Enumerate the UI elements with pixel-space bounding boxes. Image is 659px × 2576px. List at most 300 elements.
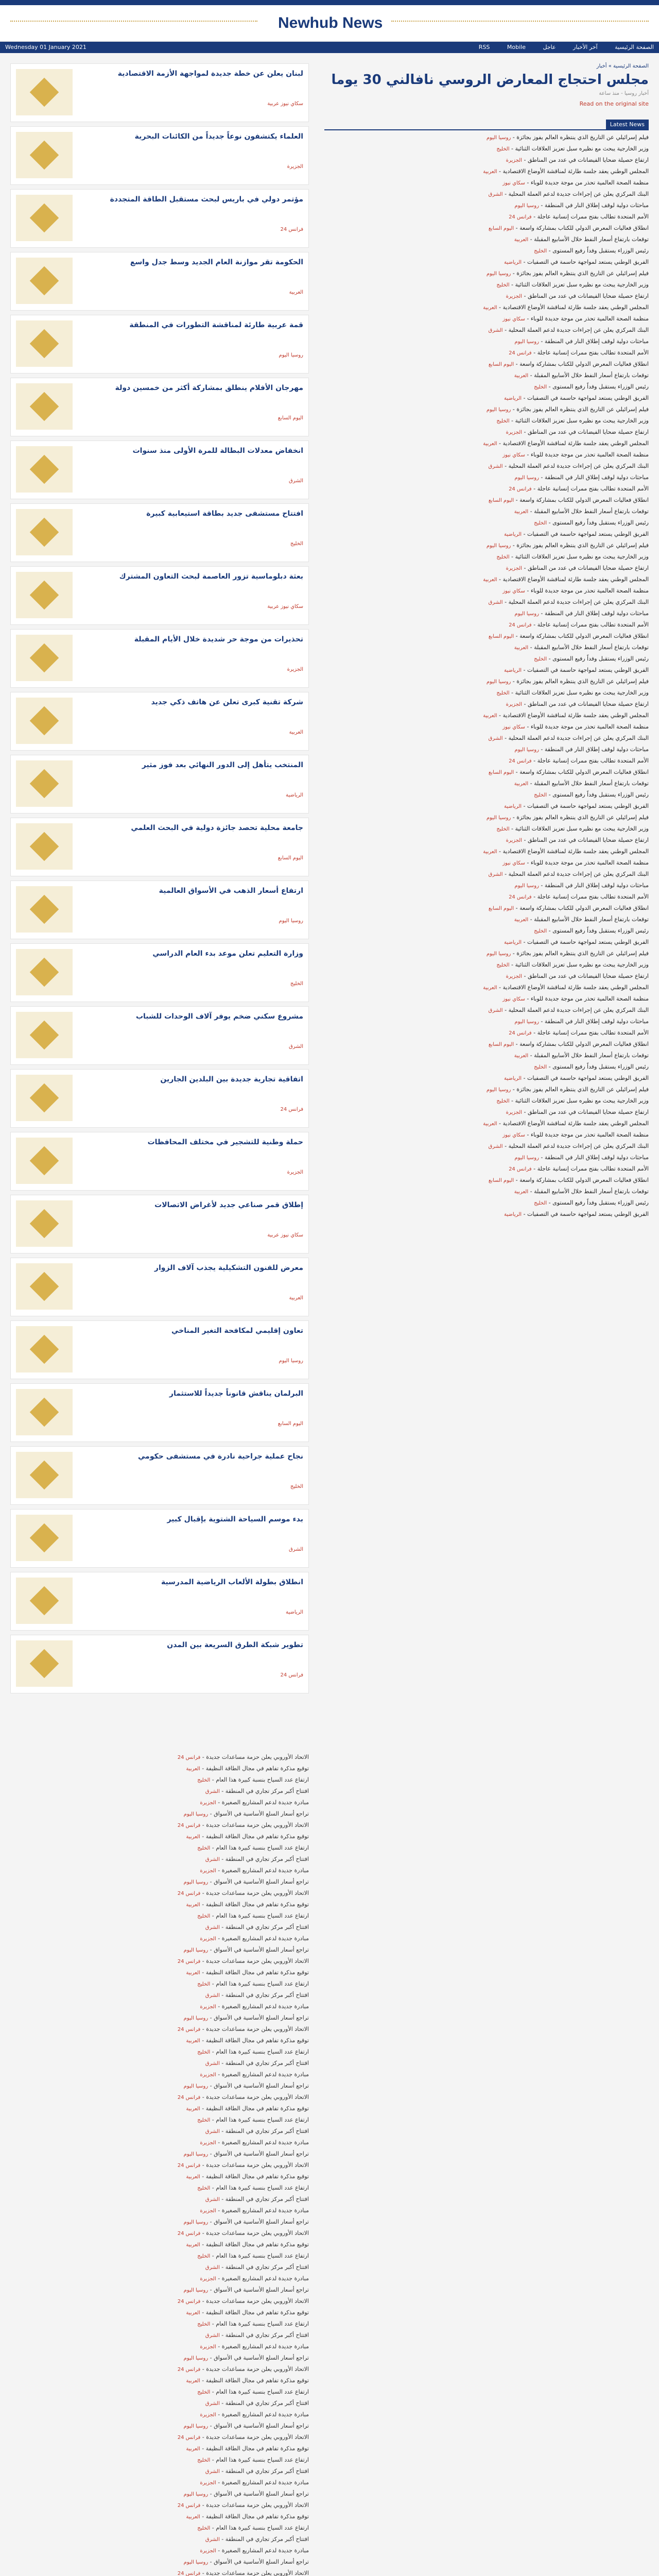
list-item[interactable]: الاتحاد الأوروبي يعلن حزمة مساعدات جديدة - فرانس 24 [177, 2026, 309, 2032]
list-item[interactable]: الفريق الوطني يستعد لمواجهة حاسمة في التصفيات - الرياضية [504, 1075, 649, 1081]
list-item-text[interactable]: توقعات بارتفاع أسعار النفط خلال الأسابيع المقبلة [534, 1052, 649, 1059]
list-item-text[interactable]: ارتفاع عدد السياح بنسبة كبيرة هذا العام [216, 2184, 309, 2191]
news-card[interactable] [10, 755, 309, 814]
card-thumbnail[interactable] [16, 195, 73, 241]
list-item-text[interactable]: تراجع أسعار السلع الأساسية في الأسواق [214, 2490, 309, 2497]
list-item-text[interactable]: توقيع مذكرة تفاهم في مجال الطاقة النظيفة [205, 2037, 309, 2044]
card-thumbnail[interactable] [16, 572, 73, 618]
list-item[interactable]: فيلم إسرائيلي عن التاريخ الذي ينتظره العالم يفوز بجائزة - روسيا اليوم [486, 134, 649, 141]
list-item-text[interactable]: افتتاح أكبر مركز تجاري في المنطقة [225, 2332, 309, 2338]
list-item[interactable]: الاتحاد الأوروبي يعلن حزمة مساعدات جديدة - فرانس 24 [177, 1890, 309, 1896]
list-item[interactable]: رئيس الوزراء يستقبل وفداً رفيع المستوى - الخليج [534, 1199, 649, 1206]
list-item-text[interactable]: الأمم المتحدة تطالب بفتح ممرات إنسانية عاجلة [537, 349, 649, 356]
list-item[interactable]: الاتحاد الأوروبي يعلن حزمة مساعدات جديدة - فرانس 24 [177, 2434, 309, 2441]
card-title[interactable]: ارتفاع أسعار الذهب في الأسواق العالمية [159, 887, 303, 895]
list-item[interactable]: منظمة الصحة العالمية تحذر من موجة جديدة للوباء - سكاي نيوز [502, 723, 649, 730]
list-item[interactable]: افتتاح أكبر مركز تجاري في المنطقة - الشرق [205, 1924, 309, 1930]
list-item-text[interactable]: الأمم المتحدة تطالب بفتح ممرات إنسانية عاجلة [537, 893, 649, 900]
list-item-text[interactable]: انطلاق فعاليات المعرض الدولي للكتاب بمشاركة واسعة [519, 1177, 649, 1183]
list-item-text[interactable]: منظمة الصحة العالمية تحذر من موجة جديدة للوباء [530, 451, 649, 458]
list-item[interactable]: افتتاح أكبر مركز تجاري في المنطقة - الشرق [205, 2060, 309, 2066]
list-item-text[interactable]: البنك المركزي يعلن عن إجراءات جديدة لدعم العملة المحلية [508, 463, 649, 469]
list-item-text[interactable]: الاتحاد الأوروبي يعلن حزمة مساعدات جديدة [206, 1890, 309, 1896]
list-item-text[interactable]: ارتفاع عدد السياح بنسبة كبيرة هذا العام [216, 1912, 309, 1919]
list-item[interactable]: توقعات بارتفاع أسعار النفط خلال الأسابيع المقبلة - العربية [514, 236, 649, 243]
list-item-text[interactable]: توقعات بارتفاع أسعار النفط خلال الأسابيع المقبلة [534, 236, 649, 243]
list-item-text[interactable]: وزير الخارجية يبحث مع نظيره سبل تعزيز العلاقات الثنائية [515, 553, 649, 560]
breadcrumb[interactable]: الصفحة الرئيسية » أخبار [596, 63, 649, 69]
list-item-text[interactable]: ارتفاع حصيلة ضحايا الفيضانات في عدد من المناطق [527, 293, 649, 299]
site-logo[interactable]: Newhub News [278, 14, 383, 31]
list-item-text[interactable]: توقيع مذكرة تفاهم في مجال الطاقة النظيفة [205, 2513, 309, 2520]
list-item[interactable]: مبادرة جديدة لدعم المشاريع الصغيرة - الجزيرة [200, 1935, 309, 1942]
list-item-text[interactable]: وزير الخارجية يبحث مع نظيره سبل تعزيز العلاقات الثنائية [515, 145, 649, 152]
list-item-text[interactable]: توقعات بارتفاع أسعار النفط خلال الأسابيع المقبلة [534, 780, 649, 787]
list-item[interactable]: وزير الخارجية يبحث مع نظيره سبل تعزيز العلاقات الثنائية - الخليج [496, 825, 649, 832]
list-item[interactable]: توقيع مذكرة تفاهم في مجال الطاقة النظيفة - العربية [186, 1901, 309, 1908]
list-item-text[interactable]: تراجع أسعار السلع الأساسية في الأسواق [214, 2354, 309, 2361]
card-thumbnail[interactable] [16, 635, 73, 681]
list-item[interactable]: تراجع أسعار السلع الأساسية في الأسواق - روسيا اليوم [183, 1878, 309, 1885]
list-item[interactable]: المجلس الوطني يعقد جلسة طارئة لمناقشة الأوضاع الاقتصادية - العربية [483, 168, 649, 175]
list-item-text[interactable]: الاتحاد الأوروبي يعلن حزمة مساعدات جديدة [206, 1754, 309, 1760]
list-item[interactable]: الأمم المتحدة تطالب بفتح ممرات إنسانية عاجلة - فرانس 24 [509, 213, 649, 220]
list-item[interactable]: انطلاق فعاليات المعرض الدولي للكتاب بمشاركة واسعة - اليوم السابع [488, 1041, 649, 1047]
list-item-text[interactable]: افتتاح أكبر مركز تجاري في المنطقة [225, 2128, 309, 2134]
list-item-text[interactable]: البنك المركزي يعلن عن إجراءات جديدة لدعم العملة المحلية [508, 871, 649, 877]
list-item-text[interactable]: فيلم إسرائيلي عن التاريخ الذي ينتظره العالم يفوز بجائزة [516, 270, 649, 277]
list-item-text[interactable]: تراجع أسعار السلع الأساسية في الأسواق [214, 2286, 309, 2293]
nav-link-breaking[interactable]: عاجل [543, 44, 556, 50]
list-item[interactable]: تراجع أسعار السلع الأساسية في الأسواق - روسيا اليوم [183, 2558, 309, 2565]
list-item-text[interactable]: مباحثات دولية لوقف إطلاق النار في المنطقة [544, 746, 649, 753]
list-item-text[interactable]: مباحثات دولية لوقف إطلاق النار في المنطقة [544, 1154, 649, 1161]
news-card[interactable] [10, 440, 309, 499]
list-item[interactable]: الاتحاد الأوروبي يعلن حزمة مساعدات جديدة - فرانس 24 [177, 2162, 309, 2168]
news-card[interactable] [10, 63, 309, 122]
list-item-text[interactable]: البنك المركزي يعلن عن إجراءات جديدة لدعم العملة المحلية [508, 1007, 649, 1013]
list-item-text[interactable]: ارتفاع حصيلة ضحايا الفيضانات في عدد من المناطق [527, 701, 649, 707]
card-title[interactable]: تطوير شبكة الطرق السريعة بين المدن [167, 1641, 303, 1649]
card-thumbnail[interactable] [16, 132, 73, 178]
list-item-text[interactable]: منظمة الصحة العالمية تحذر من موجة جديدة للوباء [530, 179, 649, 186]
list-item-text[interactable]: الاتحاد الأوروبي يعلن حزمة مساعدات جديدة [206, 2162, 309, 2168]
list-item-text[interactable]: الاتحاد الأوروبي يعلن حزمة مساعدات جديدة [206, 2366, 309, 2372]
news-card[interactable] [10, 1320, 309, 1379]
list-item[interactable]: مبادرة جديدة لدعم المشاريع الصغيرة - الجزيرة [200, 2003, 309, 2010]
list-item-text[interactable]: تراجع أسعار السلع الأساسية في الأسواق [214, 1810, 309, 1817]
list-item-text[interactable]: توقعات بارتفاع أسعار النفط خلال الأسابيع المقبلة [534, 916, 649, 923]
list-item[interactable]: ارتفاع عدد السياح بنسبة كبيرة هذا العام - الخليج [197, 2456, 309, 2463]
list-item[interactable]: توقيع مذكرة تفاهم في مجال الطاقة النظيفة - العربية [186, 2105, 309, 2112]
list-item[interactable]: ارتفاع عدد السياح بنسبة كبيرة هذا العام - الخليج [197, 1844, 309, 1851]
list-item[interactable]: انطلاق فعاليات المعرض الدولي للكتاب بمشاركة واسعة - اليوم السابع [488, 361, 649, 367]
list-item-text[interactable]: المجلس الوطني يعقد جلسة طارئة لمناقشة الأوضاع الاقتصادية [502, 304, 649, 311]
list-item[interactable]: افتتاح أكبر مركز تجاري في المنطقة - الشرق [205, 1788, 309, 1794]
card-thumbnail[interactable] [16, 698, 73, 744]
list-item-text[interactable]: منظمة الصحة العالمية تحذر من موجة جديدة للوباء [530, 995, 649, 1002]
list-item[interactable]: توقعات بارتفاع أسعار النفط خلال الأسابيع المقبلة - العربية [514, 916, 649, 923]
list-item-text[interactable]: المجلس الوطني يعقد جلسة طارئة لمناقشة الأوضاع الاقتصادية [502, 1120, 649, 1127]
list-item[interactable]: الاتحاد الأوروبي يعلن حزمة مساعدات جديدة - فرانس 24 [177, 2502, 309, 2509]
list-item-text[interactable]: تراجع أسعار السلع الأساسية في الأسواق [214, 2150, 309, 2157]
list-item[interactable]: المجلس الوطني يعقد جلسة طارئة لمناقشة الأوضاع الاقتصادية - العربية [483, 712, 649, 719]
list-item[interactable]: انطلاق فعاليات المعرض الدولي للكتاب بمشاركة واسعة - اليوم السابع [488, 225, 649, 231]
list-item[interactable]: الاتحاد الأوروبي يعلن حزمة مساعدات جديدة - فرانس 24 [177, 1754, 309, 1760]
card-title[interactable]: مهرجان الأفلام ينطلق بمشاركة أكثر من خمسين دولة [115, 384, 303, 392]
list-item[interactable]: رئيس الوزراء يستقبل وفداً رفيع المستوى - الخليج [534, 1063, 649, 1070]
list-item-text[interactable]: رئيس الوزراء يستقبل وفداً رفيع المستوى [552, 383, 649, 390]
list-item-text[interactable]: مبادرة جديدة لدعم المشاريع الصغيرة [221, 2003, 309, 2010]
list-item-text[interactable]: فيلم إسرائيلي عن التاريخ الذي ينتظره العالم يفوز بجائزة [516, 678, 649, 685]
list-item[interactable]: مبادرة جديدة لدعم المشاريع الصغيرة - الجزيرة [200, 2139, 309, 2146]
list-item-text[interactable]: ارتفاع عدد السياح بنسبة كبيرة هذا العام [216, 2116, 309, 2123]
list-item-text[interactable]: توقيع مذكرة تفاهم في مجال الطاقة النظيفة [205, 1765, 309, 1772]
list-item-text[interactable]: ارتفاع حصيلة ضحايا الفيضانات في عدد من المناطق [527, 429, 649, 435]
list-item[interactable]: الفريق الوطني يستعد لمواجهة حاسمة في التصفيات - الرياضية [504, 259, 649, 265]
list-item[interactable]: وزير الخارجية يبحث مع نظيره سبل تعزيز العلاقات الثنائية - الخليج [496, 417, 649, 424]
list-item-text[interactable]: وزير الخارجية يبحث مع نظيره سبل تعزيز العلاقات الثنائية [515, 961, 649, 968]
list-item-text[interactable]: مبادرة جديدة لدعم المشاريع الصغيرة [221, 1867, 309, 1874]
list-item[interactable]: ارتفاع عدد السياح بنسبة كبيرة هذا العام - الخليج [197, 2320, 309, 2327]
list-item[interactable]: توقعات بارتفاع أسعار النفط خلال الأسابيع المقبلة - العربية [514, 1188, 649, 1195]
list-item-text[interactable]: ارتفاع حصيلة ضحايا الفيضانات في عدد من المناطق [527, 837, 649, 843]
list-item[interactable]: مبادرة جديدة لدعم المشاريع الصغيرة - الجزيرة [200, 1799, 309, 1806]
news-card[interactable] [10, 1132, 309, 1191]
list-item-text[interactable]: توقيع مذكرة تفاهم في مجال الطاقة النظيفة [205, 2445, 309, 2452]
list-item-text[interactable]: مبادرة جديدة لدعم المشاريع الصغيرة [221, 2547, 309, 2554]
list-item-text[interactable]: رئيس الوزراء يستقبل وفداً رفيع المستوى [552, 791, 649, 798]
list-item[interactable]: مبادرة جديدة لدعم المشاريع الصغيرة - الجزيرة [200, 2547, 309, 2554]
list-item[interactable]: مبادرة جديدة لدعم المشاريع الصغيرة - الجزيرة [200, 2479, 309, 2486]
news-card[interactable] [10, 315, 309, 374]
list-item[interactable]: الأمم المتحدة تطالب بفتح ممرات إنسانية عاجلة - فرانس 24 [509, 485, 649, 492]
card-title[interactable]: بدء موسم السياحة الشتوية بإقبال كبير [167, 1515, 303, 1523]
list-item[interactable]: انطلاق فعاليات المعرض الدولي للكتاب بمشاركة واسعة - اليوم السابع [488, 1177, 649, 1183]
list-item[interactable]: تراجع أسعار السلع الأساسية في الأسواق - روسيا اليوم [183, 2150, 309, 2157]
list-item-text[interactable]: انطلاق فعاليات المعرض الدولي للكتاب بمشاركة واسعة [519, 225, 649, 231]
list-item-text[interactable]: وزير الخارجية يبحث مع نظيره سبل تعزيز العلاقات الثنائية [515, 1097, 649, 1104]
list-item[interactable]: ارتفاع عدد السياح بنسبة كبيرة هذا العام - الخليج [197, 2048, 309, 2055]
card-title[interactable]: انخفاض معدلات البطالة للمرة الأولى منذ سنوات [132, 447, 303, 455]
card-title[interactable]: انطلاق بطولة الألعاب الرياضية المدرسية [161, 1578, 303, 1586]
nav-link-mobile[interactable]: Mobile [507, 44, 526, 50]
list-item-text[interactable]: الاتحاد الأوروبي يعلن حزمة مساعدات جديدة [206, 2570, 309, 2576]
list-item-text[interactable]: مباحثات دولية لوقف إطلاق النار في المنطقة [544, 882, 649, 889]
list-item-text[interactable]: انطلاق فعاليات المعرض الدولي للكتاب بمشاركة واسعة [519, 769, 649, 775]
card-title[interactable]: المنتخب يتأهل إلى الدور النهائي بعد فوز مثير [142, 761, 303, 769]
list-item-text[interactable]: رئيس الوزراء يستقبل وفداً رفيع المستوى [552, 519, 649, 526]
list-item[interactable]: وزير الخارجية يبحث مع نظيره سبل تعزيز العلاقات الثنائية - الخليج [496, 281, 649, 288]
list-item-text[interactable]: رئيس الوزراء يستقبل وفداً رفيع المستوى [552, 655, 649, 662]
list-item-text[interactable]: مبادرة جديدة لدعم المشاريع الصغيرة [221, 2207, 309, 2214]
news-card[interactable] [10, 1572, 309, 1631]
list-item[interactable]: توقيع مذكرة تفاهم في مجال الطاقة النظيفة - العربية [186, 2309, 309, 2316]
card-title[interactable]: مشروع سكني ضخم يوفر آلاف الوحدات للشباب [135, 1012, 303, 1021]
list-item[interactable]: منظمة الصحة العالمية تحذر من موجة جديدة للوباء - سكاي نيوز [502, 451, 649, 458]
list-item-text[interactable]: انطلاق فعاليات المعرض الدولي للكتاب بمشاركة واسعة [519, 1041, 649, 1047]
news-card[interactable] [10, 1635, 309, 1693]
news-card[interactable] [10, 503, 309, 562]
news-card[interactable] [10, 818, 309, 876]
list-item-text[interactable]: وزير الخارجية يبحث مع نظيره سبل تعزيز العلاقات الثنائية [515, 417, 649, 424]
card-title[interactable]: جامعة محلية تحصد جائزة دولية في البحث العلمي [131, 824, 303, 832]
list-item[interactable]: مباحثات دولية لوقف إطلاق النار في المنطقة - روسيا اليوم [514, 338, 649, 345]
list-item-text[interactable]: تراجع أسعار السلع الأساسية في الأسواق [214, 2558, 309, 2565]
list-item[interactable]: ارتفاع حصيلة ضحايا الفيضانات في عدد من المناطق - الجزيرة [506, 837, 649, 843]
list-item[interactable]: ارتفاع عدد السياح بنسبة كبيرة هذا العام - الخليج [197, 2252, 309, 2259]
list-item[interactable]: الفريق الوطني يستعد لمواجهة حاسمة في التصفيات - الرياضية [504, 1211, 649, 1217]
list-item[interactable]: وزير الخارجية يبحث مع نظيره سبل تعزيز العلاقات الثنائية - الخليج [496, 961, 649, 968]
list-item[interactable]: ارتفاع عدد السياح بنسبة كبيرة هذا العام - الخليج [197, 2388, 309, 2395]
list-item-text[interactable]: ارتفاع حصيلة ضحايا الفيضانات في عدد من المناطق [527, 973, 649, 979]
list-item-text[interactable]: توقيع مذكرة تفاهم في مجال الطاقة النظيفة [205, 2377, 309, 2384]
list-item-text[interactable]: البنك المركزي يعلن عن إجراءات جديدة لدعم العملة المحلية [508, 327, 649, 333]
list-item[interactable]: تراجع أسعار السلع الأساسية في الأسواق - روسيا اليوم [183, 2286, 309, 2293]
list-item[interactable]: افتتاح أكبر مركز تجاري في المنطقة - الشرق [205, 2264, 309, 2270]
list-item-text[interactable]: مباحثات دولية لوقف إطلاق النار في المنطقة [544, 202, 649, 209]
list-item[interactable]: الاتحاد الأوروبي يعلن حزمة مساعدات جديدة - فرانس 24 [177, 1822, 309, 1828]
list-item[interactable]: ارتفاع حصيلة ضحايا الفيضانات في عدد من المناطق - الجزيرة [506, 1109, 649, 1115]
list-item[interactable]: مبادرة جديدة لدعم المشاريع الصغيرة - الجزيرة [200, 2207, 309, 2214]
list-item[interactable]: رئيس الوزراء يستقبل وفداً رفيع المستوى - الخليج [534, 791, 649, 798]
list-item[interactable]: توقعات بارتفاع أسعار النفط خلال الأسابيع المقبلة - العربية [514, 508, 649, 515]
list-item[interactable]: الاتحاد الأوروبي يعلن حزمة مساعدات جديدة - فرانس 24 [177, 2230, 309, 2236]
card-thumbnail[interactable] [16, 509, 73, 555]
read-original-link[interactable]: Read on the original site [579, 100, 649, 107]
list-item-text[interactable]: ارتفاع عدد السياح بنسبة كبيرة هذا العام [216, 2524, 309, 2531]
list-item-text[interactable]: منظمة الصحة العالمية تحذر من موجة جديدة للوباء [530, 1131, 649, 1138]
list-item-text[interactable]: رئيس الوزراء يستقبل وفداً رفيع المستوى [552, 1063, 649, 1070]
list-item[interactable]: مباحثات دولية لوقف إطلاق النار في المنطقة - روسيا اليوم [514, 1154, 649, 1161]
list-item-text[interactable]: الاتحاد الأوروبي يعلن حزمة مساعدات جديدة [206, 2026, 309, 2032]
news-card[interactable] [10, 189, 309, 248]
list-item-text[interactable]: الاتحاد الأوروبي يعلن حزمة مساعدات جديدة [206, 1958, 309, 1964]
card-title[interactable]: وزارة التعليم تعلن موعد بدء العام الدراسي [152, 950, 303, 958]
card-title[interactable]: نجاح عملية جراحية نادرة في مستشفى حكومي [137, 1452, 303, 1461]
list-item-text[interactable]: فيلم إسرائيلي عن التاريخ الذي ينتظره العالم يفوز بجائزة [516, 406, 649, 413]
list-item[interactable]: افتتاح أكبر مركز تجاري في المنطقة - الشرق [205, 2400, 309, 2406]
card-thumbnail[interactable] [16, 383, 73, 430]
card-title[interactable]: معرض للفنون التشكيلية يجذب آلاف الزوار [154, 1264, 303, 1272]
list-item-text[interactable]: الفريق الوطني يستعد لمواجهة حاسمة في التصفيات [527, 803, 649, 809]
list-item[interactable]: ارتفاع حصيلة ضحايا الفيضانات في عدد من المناطق - الجزيرة [506, 701, 649, 707]
news-card[interactable] [10, 943, 309, 1002]
list-item-text[interactable]: الفريق الوطني يستعد لمواجهة حاسمة في التصفيات [527, 395, 649, 401]
news-card[interactable] [10, 1006, 309, 1065]
card-title[interactable]: افتتاح مستشفى جديد بطاقة استيعابية كبيرة [146, 510, 303, 518]
nav-link-rss[interactable]: RSS [478, 44, 490, 50]
news-card[interactable] [10, 1383, 309, 1442]
list-item-text[interactable]: الأمم المتحدة تطالب بفتح ممرات إنسانية عاجلة [537, 213, 649, 220]
list-item-text[interactable]: الأمم المتحدة تطالب بفتح ممرات إنسانية عاجلة [537, 621, 649, 628]
list-item[interactable]: المجلس الوطني يعقد جلسة طارئة لمناقشة الأوضاع الاقتصادية - العربية [483, 304, 649, 311]
list-item[interactable]: افتتاح أكبر مركز تجاري في المنطقة - الشرق [205, 2332, 309, 2338]
list-item-text[interactable]: رئيس الوزراء يستقبل وفداً رفيع المستوى [552, 247, 649, 254]
list-item[interactable]: المجلس الوطني يعقد جلسة طارئة لمناقشة الأوضاع الاقتصادية - العربية [483, 1120, 649, 1127]
list-item-text[interactable]: مبادرة جديدة لدعم المشاريع الصغيرة [221, 1935, 309, 1942]
card-thumbnail[interactable] [16, 446, 73, 493]
list-item-text[interactable]: الفريق الوطني يستعد لمواجهة حاسمة في التصفيات [527, 1075, 649, 1081]
list-item-text[interactable]: تراجع أسعار السلع الأساسية في الأسواق [214, 2422, 309, 2429]
list-item-text[interactable]: وزير الخارجية يبحث مع نظيره سبل تعزيز العلاقات الثنائية [515, 689, 649, 696]
card-thumbnail[interactable] [16, 760, 73, 807]
card-thumbnail[interactable] [16, 1389, 73, 1435]
list-item[interactable]: توقيع مذكرة تفاهم في مجال الطاقة النظيفة - العربية [186, 2377, 309, 2384]
news-card[interactable] [10, 1509, 309, 1568]
list-item-text[interactable]: وزير الخارجية يبحث مع نظيره سبل تعزيز العلاقات الثنائية [515, 281, 649, 288]
card-thumbnail[interactable] [16, 949, 73, 995]
list-item[interactable]: انطلاق فعاليات المعرض الدولي للكتاب بمشاركة واسعة - اليوم السابع [488, 769, 649, 775]
list-item[interactable]: الأمم المتحدة تطالب بفتح ممرات إنسانية عاجلة - فرانس 24 [509, 1165, 649, 1172]
list-item[interactable]: تراجع أسعار السلع الأساسية في الأسواق - روسيا اليوم [183, 2218, 309, 2225]
list-item[interactable]: ارتفاع حصيلة ضحايا الفيضانات في عدد من المناطق - الجزيرة [506, 565, 649, 571]
card-title[interactable]: إطلاق قمر صناعي جديد لأغراض الاتصالات [154, 1201, 303, 1209]
list-item-text[interactable]: ارتفاع حصيلة ضحايا الفيضانات في عدد من المناطق [527, 565, 649, 571]
list-item-text[interactable]: مبادرة جديدة لدعم المشاريع الصغيرة [221, 1799, 309, 1806]
list-item[interactable]: مباحثات دولية لوقف إطلاق النار في المنطقة - روسيا اليوم [514, 882, 649, 889]
list-item[interactable]: فيلم إسرائيلي عن التاريخ الذي ينتظره العالم يفوز بجائزة - روسيا اليوم [486, 814, 649, 821]
card-title[interactable]: تعاون إقليمي لمكافحة التغير المناخي [171, 1327, 303, 1335]
list-item[interactable]: توقيع مذكرة تفاهم في مجال الطاقة النظيفة - العربية [186, 1833, 309, 1840]
list-item[interactable]: مباحثات دولية لوقف إطلاق النار في المنطقة - روسيا اليوم [514, 202, 649, 209]
list-item[interactable]: رئيس الوزراء يستقبل وفداً رفيع المستوى - الخليج [534, 927, 649, 934]
list-item[interactable]: الفريق الوطني يستعد لمواجهة حاسمة في التصفيات - الرياضية [504, 667, 649, 673]
list-item[interactable]: توقعات بارتفاع أسعار النفط خلال الأسابيع المقبلة - العربية [514, 1052, 649, 1059]
list-item[interactable]: مباحثات دولية لوقف إطلاق النار في المنطقة - روسيا اليوم [514, 610, 649, 617]
list-item-text[interactable]: توقيع مذكرة تفاهم في مجال الطاقة النظيفة [205, 2241, 309, 2248]
list-item[interactable]: فيلم إسرائيلي عن التاريخ الذي ينتظره العالم يفوز بجائزة - روسيا اليوم [486, 406, 649, 413]
list-item[interactable]: البنك المركزي يعلن عن إجراءات جديدة لدعم العملة المحلية - الشرق [488, 463, 649, 469]
list-item-text[interactable]: المجلس الوطني يعقد جلسة طارئة لمناقشة الأوضاع الاقتصادية [502, 984, 649, 991]
card-thumbnail[interactable] [16, 1452, 73, 1498]
card-title[interactable]: مؤتمر دولي في باريس لبحث مستقبل الطاقة المتجددة [110, 195, 303, 204]
card-thumbnail[interactable] [16, 1263, 73, 1310]
card-thumbnail[interactable] [16, 258, 73, 304]
list-item[interactable]: البنك المركزي يعلن عن إجراءات جديدة لدعم العملة المحلية - الشرق [488, 599, 649, 605]
list-item-text[interactable]: ارتفاع عدد السياح بنسبة كبيرة هذا العام [216, 1844, 309, 1851]
list-item[interactable]: البنك المركزي يعلن عن إجراءات جديدة لدعم العملة المحلية - الشرق [488, 1007, 649, 1013]
list-item-text[interactable]: الاتحاد الأوروبي يعلن حزمة مساعدات جديدة [206, 2298, 309, 2304]
list-item[interactable]: تراجع أسعار السلع الأساسية في الأسواق - روسيا اليوم [183, 2422, 309, 2429]
list-item[interactable]: ارتفاع حصيلة ضحايا الفيضانات في عدد من المناطق - الجزيرة [506, 293, 649, 299]
card-title[interactable]: بعثة دبلوماسية تزور العاصمة لبحث التعاون المشترك [119, 572, 303, 581]
list-item-text[interactable]: مباحثات دولية لوقف إطلاق النار في المنطقة [544, 610, 649, 617]
list-item[interactable]: الأمم المتحدة تطالب بفتح ممرات إنسانية عاجلة - فرانس 24 [509, 757, 649, 764]
list-item-text[interactable]: البنك المركزي يعلن عن إجراءات جديدة لدعم العملة المحلية [508, 735, 649, 741]
list-item[interactable]: توقيع مذكرة تفاهم في مجال الطاقة النظيفة - العربية [186, 2445, 309, 2452]
list-item-text[interactable]: تراجع أسعار السلع الأساسية في الأسواق [214, 2014, 309, 2021]
list-item[interactable]: فيلم إسرائيلي عن التاريخ الذي ينتظره العالم يفوز بجائزة - روسيا اليوم [486, 1086, 649, 1093]
list-item-text[interactable]: توقعات بارتفاع أسعار النفط خلال الأسابيع المقبلة [534, 644, 649, 651]
list-item-text[interactable]: الأمم المتحدة تطالب بفتح ممرات إنسانية عاجلة [537, 1165, 649, 1172]
news-card[interactable] [10, 629, 309, 688]
list-item-text[interactable]: انطلاق فعاليات المعرض الدولي للكتاب بمشاركة واسعة [519, 905, 649, 911]
list-item-text[interactable]: مبادرة جديدة لدعم المشاريع الصغيرة [221, 2479, 309, 2486]
list-item-text[interactable]: مبادرة جديدة لدعم المشاريع الصغيرة [221, 2139, 309, 2146]
list-item[interactable]: وزير الخارجية يبحث مع نظيره سبل تعزيز العلاقات الثنائية - الخليج [496, 689, 649, 696]
news-card[interactable] [10, 1069, 309, 1128]
list-item[interactable]: فيلم إسرائيلي عن التاريخ الذي ينتظره العالم يفوز بجائزة - روسيا اليوم [486, 950, 649, 957]
card-thumbnail[interactable] [16, 1012, 73, 1058]
list-item[interactable]: ارتفاع عدد السياح بنسبة كبيرة هذا العام - الخليج [197, 1980, 309, 1987]
list-item[interactable]: مبادرة جديدة لدعم المشاريع الصغيرة - الجزيرة [200, 2071, 309, 2078]
card-thumbnail[interactable] [16, 1578, 73, 1624]
list-item-text[interactable]: افتتاح أكبر مركز تجاري في المنطقة [225, 1856, 309, 1862]
list-item[interactable]: المجلس الوطني يعقد جلسة طارئة لمناقشة الأوضاع الاقتصادية - العربية [483, 576, 649, 583]
list-item[interactable]: منظمة الصحة العالمية تحذر من موجة جديدة للوباء - سكاي نيوز [502, 179, 649, 186]
news-card[interactable] [10, 1258, 309, 1316]
list-item[interactable]: منظمة الصحة العالمية تحذر من موجة جديدة للوباء - سكاي نيوز [502, 995, 649, 1002]
list-item-text[interactable]: فيلم إسرائيلي عن التاريخ الذي ينتظره العالم يفوز بجائزة [516, 1086, 649, 1093]
card-thumbnail[interactable] [16, 823, 73, 870]
list-item[interactable]: توقيع مذكرة تفاهم في مجال الطاقة النظيفة - العربية [186, 1765, 309, 1772]
list-item[interactable]: منظمة الصحة العالمية تحذر من موجة جديدة للوباء - سكاي نيوز [502, 587, 649, 594]
list-item-text[interactable]: الأمم المتحدة تطالب بفتح ممرات إنسانية عاجلة [537, 485, 649, 492]
list-item-text[interactable]: فيلم إسرائيلي عن التاريخ الذي ينتظره العالم يفوز بجائزة [516, 542, 649, 549]
list-item-text[interactable]: الفريق الوطني يستعد لمواجهة حاسمة في التصفيات [527, 259, 649, 265]
list-item-text[interactable]: مبادرة جديدة لدعم المشاريع الصغيرة [221, 2071, 309, 2078]
list-item[interactable]: وزير الخارجية يبحث مع نظيره سبل تعزيز العلاقات الثنائية - الخليج [496, 1097, 649, 1104]
card-thumbnail[interactable] [16, 1138, 73, 1184]
list-item-text[interactable]: المجلس الوطني يعقد جلسة طارئة لمناقشة الأوضاع الاقتصادية [502, 712, 649, 719]
list-item[interactable]: تراجع أسعار السلع الأساسية في الأسواق - روسيا اليوم [183, 2354, 309, 2361]
list-item[interactable]: افتتاح أكبر مركز تجاري في المنطقة - الشرق [205, 1992, 309, 1998]
list-item-text[interactable]: انطلاق فعاليات المعرض الدولي للكتاب بمشاركة واسعة [519, 633, 649, 639]
news-card[interactable] [10, 880, 309, 939]
list-item-text[interactable]: فيلم إسرائيلي عن التاريخ الذي ينتظره العالم يفوز بجائزة [516, 134, 649, 141]
news-card[interactable] [10, 126, 309, 185]
list-item[interactable]: انطلاق فعاليات المعرض الدولي للكتاب بمشاركة واسعة - اليوم السابع [488, 497, 649, 503]
list-item[interactable]: الفريق الوطني يستعد لمواجهة حاسمة في التصفيات - الرياضية [504, 531, 649, 537]
list-item[interactable]: تراجع أسعار السلع الأساسية في الأسواق - روسيا اليوم [183, 2490, 309, 2497]
list-item[interactable]: توقيع مذكرة تفاهم في مجال الطاقة النظيفة - العربية [186, 2241, 309, 2248]
card-title[interactable]: الحكومة تقر موازنة العام الجديد وسط جدل واسع [130, 258, 303, 266]
news-card[interactable] [10, 1446, 309, 1505]
list-item-text[interactable]: الفريق الوطني يستعد لمواجهة حاسمة في التصفيات [527, 1211, 649, 1217]
list-item[interactable]: الاتحاد الأوروبي يعلن حزمة مساعدات جديدة - فرانس 24 [177, 2298, 309, 2304]
list-item-text[interactable]: ارتفاع حصيلة ضحايا الفيضانات في عدد من المناطق [527, 1109, 649, 1115]
list-item[interactable]: رئيس الوزراء يستقبل وفداً رفيع المستوى - الخليج [534, 655, 649, 662]
list-item[interactable]: توقعات بارتفاع أسعار النفط خلال الأسابيع المقبلة - العربية [514, 372, 649, 379]
list-item-text[interactable]: البنك المركزي يعلن عن إجراءات جديدة لدعم العملة المحلية [508, 1143, 649, 1149]
list-item[interactable]: البنك المركزي يعلن عن إجراءات جديدة لدعم العملة المحلية - الشرق [488, 327, 649, 333]
list-item-text[interactable]: افتتاح أكبر مركز تجاري في المنطقة [225, 1924, 309, 1930]
nav-link-home[interactable]: الصفحة الرئيسية [615, 44, 654, 50]
nav-link-latest[interactable]: آخر الأخبار [573, 44, 598, 50]
news-card[interactable] [10, 378, 309, 436]
list-item-text[interactable]: تراجع أسعار السلع الأساسية في الأسواق [214, 1946, 309, 1953]
list-item[interactable]: الفريق الوطني يستعد لمواجهة حاسمة في التصفيات - الرياضية [504, 395, 649, 401]
list-item-text[interactable]: مبادرة جديدة لدعم المشاريع الصغيرة [221, 2275, 309, 2282]
list-item[interactable]: تراجع أسعار السلع الأساسية في الأسواق - روسيا اليوم [183, 2014, 309, 2021]
list-item-text[interactable]: فيلم إسرائيلي عن التاريخ الذي ينتظره العالم يفوز بجائزة [516, 814, 649, 821]
list-item-text[interactable]: مبادرة جديدة لدعم المشاريع الصغيرة [221, 2411, 309, 2418]
list-item-text[interactable]: الاتحاد الأوروبي يعلن حزمة مساعدات جديدة [206, 2502, 309, 2509]
list-item[interactable]: الفريق الوطني يستعد لمواجهة حاسمة في التصفيات - الرياضية [504, 939, 649, 945]
card-title[interactable]: حملة وطنية للتشجير في مختلف المحافظات [147, 1138, 303, 1146]
list-item[interactable]: رئيس الوزراء يستقبل وفداً رفيع المستوى - الخليج [534, 383, 649, 390]
list-item[interactable]: افتتاح أكبر مركز تجاري في المنطقة - الشرق [205, 2536, 309, 2543]
card-title[interactable]: لبنان يعلن عن خطة جديدة لمواجهة الأزمة الاقتصادية [117, 70, 303, 78]
list-item-text[interactable]: تراجع أسعار السلع الأساسية في الأسواق [214, 2218, 309, 2225]
card-title[interactable]: العلماء يكتشفون نوعاً جديداً من الكائنات البحرية [134, 132, 303, 141]
card-thumbnail[interactable] [16, 1326, 73, 1372]
list-item-text[interactable]: توقعات بارتفاع أسعار النفط خلال الأسابيع المقبلة [534, 508, 649, 515]
list-item[interactable]: البنك المركزي يعلن عن إجراءات جديدة لدعم العملة المحلية - الشرق [488, 871, 649, 877]
list-item-text[interactable]: توقيع مذكرة تفاهم في مجال الطاقة النظيفة [205, 1901, 309, 1908]
list-item[interactable]: وزير الخارجية يبحث مع نظيره سبل تعزيز العلاقات الثنائية - الخليج [496, 145, 649, 152]
